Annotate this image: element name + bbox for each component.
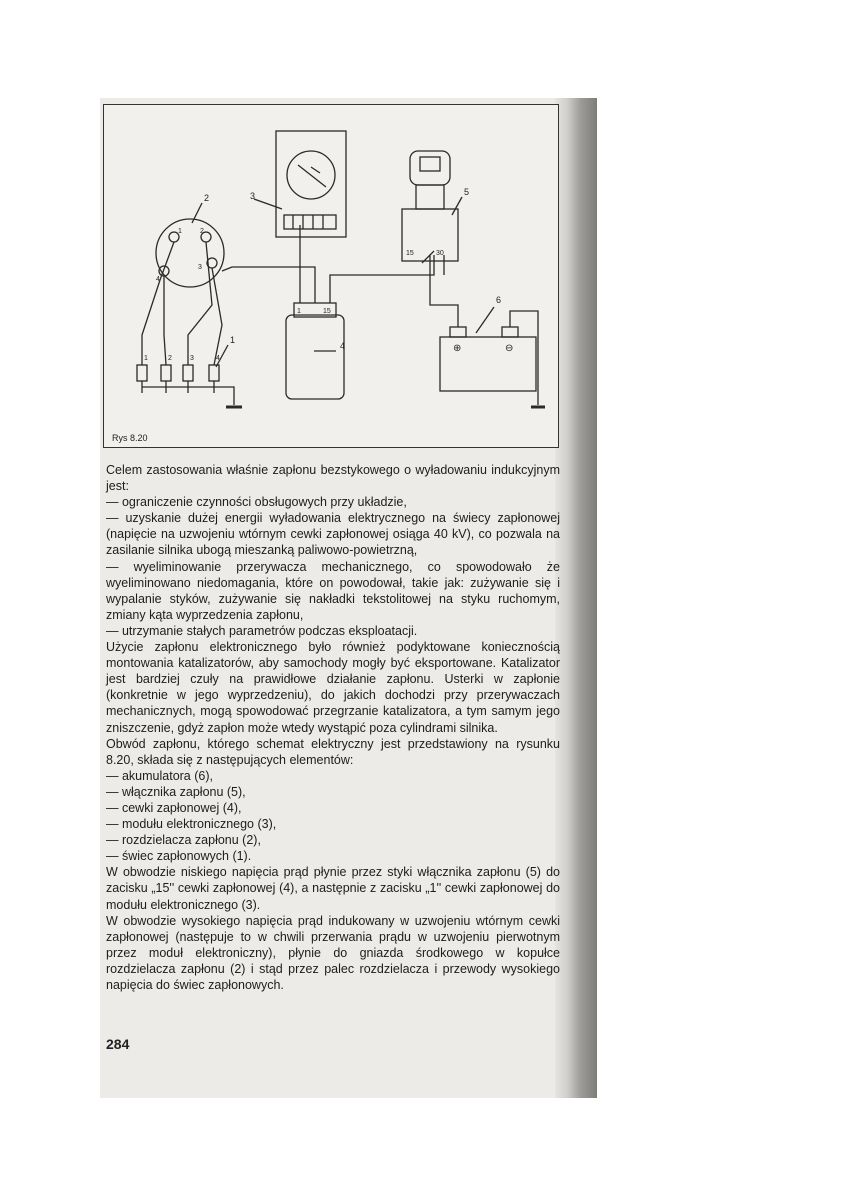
list-item: — uzyskanie dużej energii wyładowania elektrycznego na świecy zapłonowej (napięcie na uzwojeniu wtórnym cewki zapłonowej osiąga 40 kV), co pozwala na zasilanie silnika ubogą mieszanką paliwowo-powietrzną, <box>106 511 560 558</box>
figure-caption: Rys 8.20 <box>112 433 148 443</box>
body-text <box>106 462 560 993</box>
label-plug-4: 4 <box>216 355 220 362</box>
label-coil-15: 15 <box>323 308 331 315</box>
label-coil-1: 1 <box>297 308 301 315</box>
label-module: 3 <box>250 191 256 201</box>
list-item: — utrzymanie stałych parametrów podczas eksploatacji. <box>106 623 418 638</box>
module-connector <box>284 215 336 229</box>
label-switch-15: 15 <box>406 250 414 257</box>
label-plug-3: 3 <box>190 355 194 362</box>
list-item: — modułu elektronicznego (3), <box>106 817 277 832</box>
diagram-svg <box>104 105 560 449</box>
label-plug-1: 1 <box>144 355 148 362</box>
label-dist-3: 3 <box>198 264 202 271</box>
battery-plus-terminal: ⊕ <box>453 343 462 354</box>
ignition-wiring-diagram <box>103 104 559 448</box>
page-number: 284 <box>106 1036 130 1052</box>
paragraph: Użycie zapłonu elektronicznego było również podyktowane koniecznością montowania katalizatorów, aby samochody mogły być eksportowane. Katalizator jest bardziej czuły na prawidłowe działanie zapłonu. Usterki w zapłonie (konkretnie w jego wyprzedzeniu), do jakich dochodzi przy przerywaczach mechanicznych, mogą spowodować przegrzanie katalizatora, a tym samym jego zniszczenie, gdyż zapłon może wtedy wystąpić poza cylindrami silnika. <box>106 640 560 735</box>
paragraph: Obwód zapłonu, którego schemat elektryczny jest przedstawiony na rysunku 8.20, składa się z następujących elementów: <box>106 736 560 767</box>
ignition-coil <box>286 315 344 399</box>
label-coil: 4 <box>340 341 346 351</box>
paragraph: W obwodzie niskiego napięcia prąd płynie przez styki włącznika zapłonu (5) do zacisku „15'' cewki zapłonowej (4), a następnie z zacisku „1'' cewki zapłonowej do modułu elektronicznego (3). <box>106 865 560 912</box>
label-battery: 6 <box>496 295 502 305</box>
label-dist-1: 1 <box>178 228 182 235</box>
paragraph: W obwodzie wysokiego napięcia prąd indukowany w uzwojeniu wtórnym cewki zapłonowej (następuje to w chwili przerwania prądu w uzwojeniu pierwotnym przez moduł elektroniczny), płynie do gniazda środkowego w kopułce rozdzielacza zapłonu (2) i stąd przez palec rozdzielacza i przewody wysokiego napięcia do świec zapłonowych. <box>106 913 560 992</box>
label-dist-4: 4 <box>156 276 160 283</box>
battery-minus-terminal: ⊖ <box>505 343 514 354</box>
list-item: — cewki zapłonowej (4), <box>106 800 242 815</box>
list-item: — akumulatora (6), <box>106 768 213 783</box>
ignition-key <box>410 151 450 185</box>
label-switch-30: 30 <box>436 250 444 257</box>
label-distributor: 2 <box>204 193 210 203</box>
list-item: — świec zapłonowych (1). <box>106 849 252 864</box>
list-item: — włącznika zapłonu (5), <box>106 784 246 799</box>
book-gutter-shadow <box>555 98 597 1098</box>
list-item: — rozdzielacza zapłonu (2), <box>106 833 261 848</box>
label-switch: 5 <box>464 187 470 197</box>
label-plugs: 1 <box>230 335 236 345</box>
list-item: — ograniczenie czynności obsługowych przy układzie, <box>106 495 407 510</box>
list-item: — wyeliminowanie przerywacza mechanicznego, co spowodowało że wyeliminowano niedomagania, które on powodował, takie jak: zużywanie się i wypalanie styków, zużywanie się nakładki tekstolitowej na styku ruchomym, zmiany kąta wyprzedzenia zapłonu, <box>106 559 560 622</box>
paragraph: Celem zastosowania właśnie zapłonu bezstykowego o wyładowaniu indukcyjnym jest: <box>106 463 560 494</box>
label-plug-2: 2 <box>168 355 172 362</box>
label-dist-2: 2 <box>200 228 204 235</box>
